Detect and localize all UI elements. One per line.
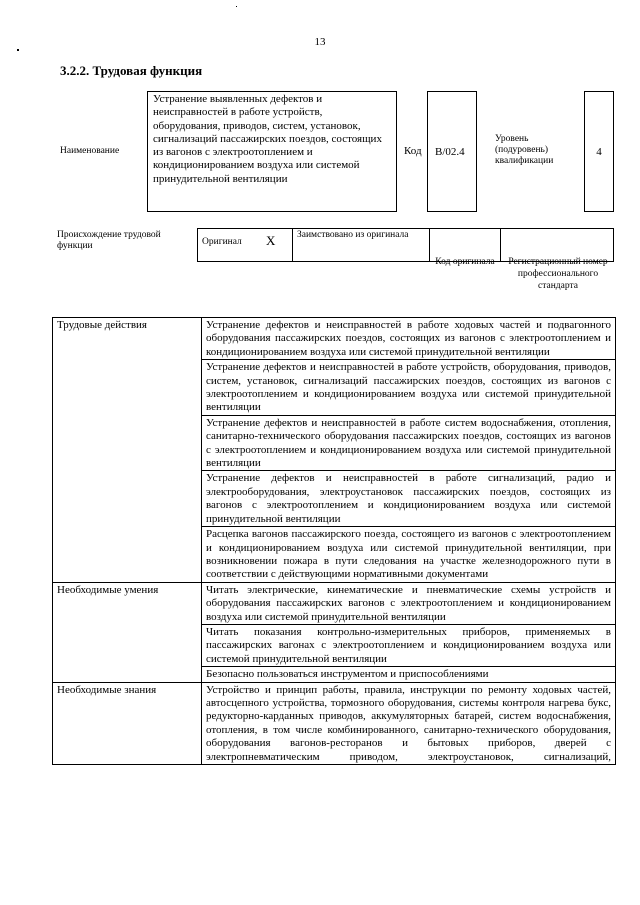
- labor-action-item: Устранение дефектов и неисправностей в работе ходовых частей и подвагонного оборудования пассажирских поездов, состоящих из вагонов с электроотоплением и кондиционированием воздуха или системой принудительной вентиляции: [202, 318, 616, 360]
- original-label: Оригинал: [198, 229, 263, 262]
- reg-caption: Регистрационный номер профессионального стандарта: [508, 257, 608, 291]
- name-label: Наименование: [60, 146, 120, 156]
- knowledge-label: Необходимые знания: [53, 682, 202, 764]
- page-number: 13: [314, 36, 326, 48]
- section-title: 3.2.2. Трудовая функция: [60, 63, 203, 78]
- skill-item: Читать электрические, кинематические и пневматические схемы устройств и оборудования пассажирских вагонов с электроотоплением и кондиционированием воздуха или системой принудительной вентиляции: [202, 582, 616, 624]
- labor-actions-label: Трудовые действия: [53, 318, 202, 583]
- knowledge-item: Устройство и принцип работы, правила, инструкции по ремонту ходовых частей, автосцепного устройства, тормозного оборудования, системы контроля нагрева букс, редукторно-карданных приводов, аккумуляторных батарей, систем водоснабжения, отопления, в том числе комбинированного, санитарно-технического оборудования, оборудования вагонов-ресторанов и бытовых приборов, дверей с электропневматическим приводом, электроустановок, сигнализаций,: [202, 682, 616, 764]
- original-mark: X: [262, 229, 293, 262]
- level-box: [584, 91, 614, 212]
- code-box: [427, 91, 477, 212]
- scan-dot: [17, 49, 19, 51]
- labor-action-item: Устранение дефектов и неисправностей в работе сигнализаций, радио и электрооборудования, электроустановок пассажирских поездов, состоящих из вагонов с электроотоплением и кондиционированием воздуха или системой принудительной вентиляции: [202, 471, 616, 527]
- table-row: [53, 682, 616, 764]
- skill-item: Безопасно пользоваться инструментом и приспособлениями: [202, 667, 616, 682]
- level-label: Уровень (подуровень) квалификации: [495, 134, 554, 166]
- code-caption: Код оригинала: [435, 257, 495, 267]
- scan-dot: [236, 6, 237, 7]
- level-value: 4: [596, 145, 602, 158]
- labor-action-item: Расцепка вагонов пассажирского поезда, состоящего из вагонов с электроотоплением и кондиционированием воздуха или системой принудительной вентиляции, при возникновении пожара в пути следования на участке железнодорожного пути в соответствии с действующими нормативными документами: [202, 527, 616, 583]
- labor-action-item: Устранение дефектов и неисправностей в работе систем водоснабжения, отопления, санитарно-технического оборудования пассажирских поездов, состоящих из вагонов с электроотоплением и кондиционированием воздуха или системой принудительной вентиляции: [202, 415, 616, 471]
- function-name: Устранение выявленных дефектов и неисправностей в работе устройств, оборудования, приводов, систем, установок, сигнализаций пассажирских поездов, состоящих из вагонов с электроотоплением и кондиционированием воздуха или системой принудительной вентиляции: [153, 93, 382, 185]
- borrowed-label: Заимствовано из оригинала: [293, 229, 430, 262]
- code-value: B/02.4: [435, 145, 465, 158]
- table-row: [53, 318, 616, 360]
- table-row: [53, 582, 616, 624]
- code-label: Код: [404, 145, 422, 157]
- skills-label: Необходимые умения: [53, 582, 202, 682]
- labor-action-item: Устранение дефектов и неисправностей в работе устройств, оборудования, приводов, систем, установок, сигнализаций пассажирских поездов, состоящих из вагонов с электроотоплением и кондиционированием воздуха или системой принудительной вентиляции: [202, 360, 616, 416]
- skill-item: Читать показания контрольно-измерительных приборов, применяемых в пассажирских вагонах с электроотоплением и кондиционированием воздуха или системой принудительной вентиляции: [202, 624, 616, 666]
- main-table: [52, 317, 616, 765]
- function-name-box: [147, 91, 397, 212]
- origin-label: Происхождение трудовой функции: [57, 230, 161, 251]
